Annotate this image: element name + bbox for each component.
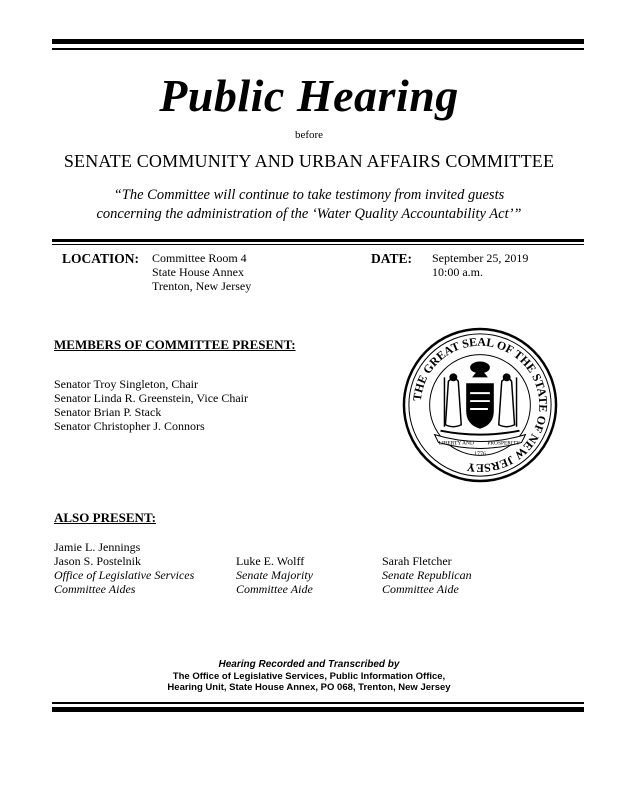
staff-role: Committee Aide	[236, 582, 313, 596]
time-value: 10:00 a.m.	[432, 265, 483, 279]
date-value: September 25, 2019	[432, 251, 529, 265]
members-heading: MEMBERS OF COMMITTEE PRESENT:	[54, 337, 296, 352]
staff-org: Senate Republican	[382, 568, 472, 582]
location-block	[152, 251, 251, 293]
location-label: LOCATION:	[62, 251, 140, 266]
purpose-line-2: concerning the administration of the ‘Water Quality Accountability Act’”	[96, 206, 522, 222]
bottom-rule-thick	[52, 707, 584, 712]
before-label: before	[294, 129, 324, 141]
svg-text:LIBERTY AND: LIBERTY AND	[438, 440, 474, 447]
staff-name: Sarah Fletcher	[382, 554, 452, 568]
transcription-credit	[0, 659, 618, 694]
member-name: Senator Brian P. Stack	[54, 405, 162, 419]
top-rule-thin	[52, 48, 584, 50]
footer-line-2: The Office of Legislative Services, Public Information Office,	[172, 670, 446, 682]
also-present-col-2	[236, 554, 313, 596]
member-name: Senator Christopher J. Connors	[54, 419, 205, 433]
member-name: Senator Troy Singleton, Chair	[54, 377, 199, 391]
footer-line-3: Hearing Unit, State House Annex, PO 068, Trenton, New Jersey	[167, 682, 451, 693]
hearing-purpose	[0, 186, 618, 224]
mid-rule-thin	[52, 244, 584, 245]
also-present-heading: ALSO PRESENT:	[54, 510, 156, 525]
also-present-col-1	[54, 540, 194, 596]
bottom-rule-thin	[52, 702, 584, 704]
staff-role: Committee Aide	[382, 582, 459, 596]
staff-name: Luke E. Wolff	[236, 554, 305, 568]
staff-name: Jamie L. Jennings	[54, 540, 141, 554]
svg-text:THE GREAT SEAL OF THE STATE OF: THE GREAT SEAL OF THE STATE OF NEW JERSEY	[409, 334, 551, 476]
date-block	[432, 251, 528, 279]
location-line: Committee Room 4	[152, 251, 247, 265]
also-present-col-3	[382, 554, 472, 596]
svg-text:1776: 1776	[474, 451, 486, 458]
staff-role: Committee Aides	[54, 582, 136, 596]
staff-org: Senate Majority	[236, 568, 313, 582]
top-rule-thick	[52, 39, 584, 44]
footer-line-1: Hearing Recorded and Transcribed by	[218, 659, 400, 670]
purpose-line-1: “The Committee will continue to take testimony from invited guests	[113, 187, 505, 203]
committee-name: SENATE COMMUNITY AND URBAN AFFAIRS COMMITTEE	[63, 151, 555, 171]
location-line: State House Annex	[152, 265, 244, 279]
staff-org: Office of Legislative Services	[54, 568, 195, 582]
members-list	[54, 377, 248, 433]
nj-state-seal-icon	[401, 326, 559, 484]
page-title: Public Hearing	[159, 70, 459, 121]
location-line: Trenton, New Jersey	[152, 279, 252, 293]
member-name: Senator Linda R. Greenstein, Vice Chair	[54, 391, 249, 405]
staff-name: Jason S. Postelnik	[54, 554, 142, 568]
mid-rule-thick	[52, 239, 584, 242]
date-label: DATE:	[371, 251, 413, 266]
svg-text:PROSPERITY: PROSPERITY	[487, 440, 520, 447]
